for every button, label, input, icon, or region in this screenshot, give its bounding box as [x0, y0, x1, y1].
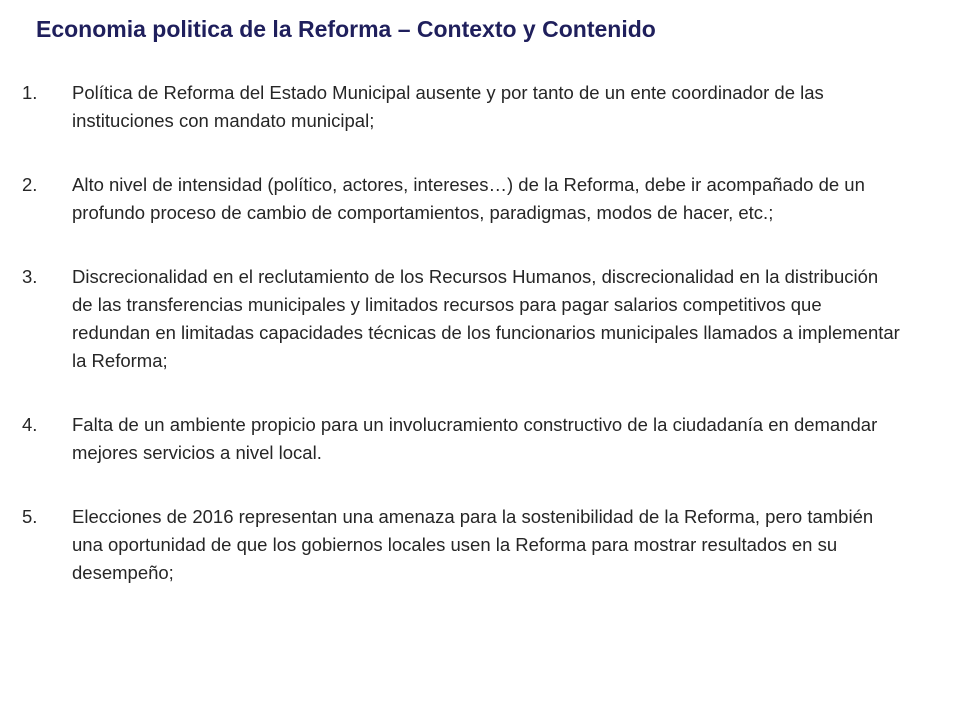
list-item-number: 4.	[22, 414, 38, 435]
slide-title: Economia politica de la Reforma – Contexto y Contenido	[36, 16, 656, 42]
list-item-text: Falta de un ambiente propicio para un involucramiento constructivo de la ciudadanía en demandar mejores servicios a nivel local.	[72, 414, 878, 463]
list-item-text: Política de Reforma del Estado Municipal ausente y por tanto de un ente coordinador de las instituciones con mandato municipal;	[72, 82, 824, 131]
list-item	[22, 503, 922, 587]
list-item	[22, 411, 922, 467]
list-item-number: 2.	[22, 174, 38, 195]
numbered-list	[22, 79, 922, 623]
list-item-number: 5.	[22, 506, 38, 527]
list-item-text: Elecciones de 2016 representan una amenaza para la sostenibilidad de la Reforma, pero también una oportunidad de que los gobiernos locales usen la Reforma para mostrar resultados en su desempeño;	[72, 506, 874, 583]
list-item-number: 3.	[22, 266, 38, 287]
list-item	[22, 79, 922, 135]
list-item-number: 1.	[22, 82, 38, 103]
list-item-text: Alto nivel de intensidad (político, actores, intereses…) de la Reforma, debe ir acompañado de un profundo proceso de cambio de comportamientos, paradigmas, modos de hacer, etc.;	[72, 174, 865, 223]
list-item	[22, 171, 922, 227]
list-item	[22, 263, 922, 375]
list-item-text: Discrecionalidad en el reclutamiento de los Recursos Humanos, discrecionalidad en la distribución de las transferencias municipales y limitados recursos para pagar salarios competitivos que redundan en limitadas capacidades técnicas de los funcionarios municipales llamados a implementar la Reforma;	[72, 266, 900, 371]
